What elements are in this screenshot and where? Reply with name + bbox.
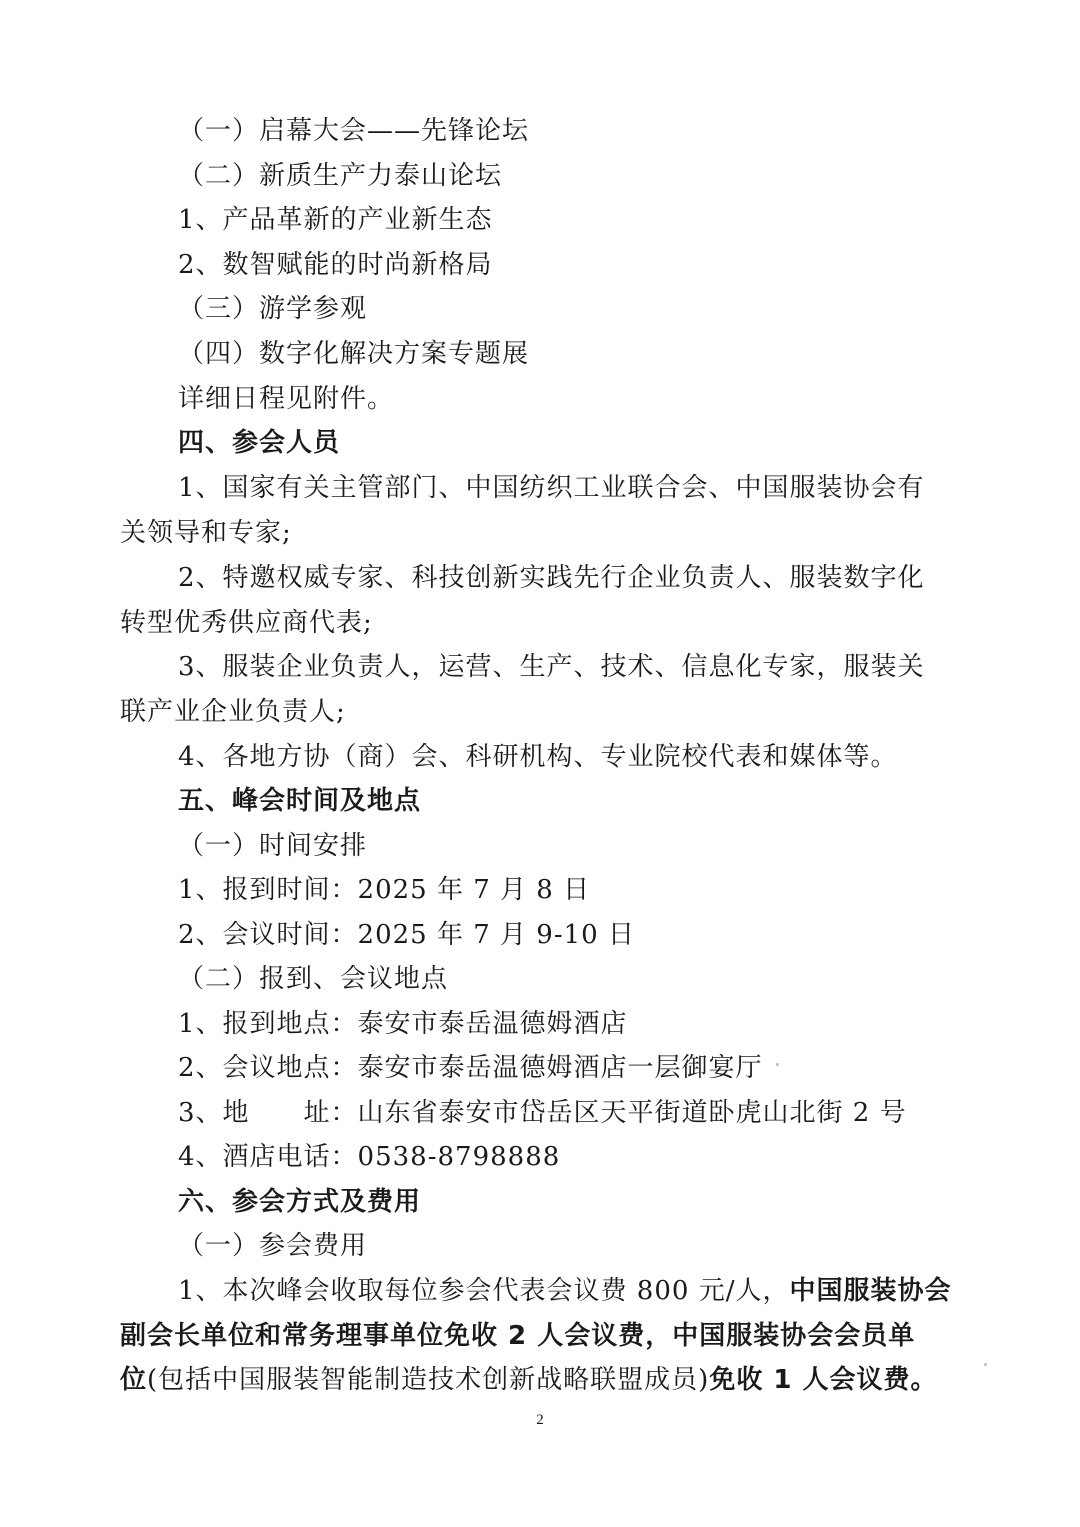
checkin-time: 1、报到时间：2025 年 7 月 8 日	[178, 875, 591, 905]
scan-speck	[776, 1063, 779, 1066]
fee-line-1	[178, 1274, 951, 1308]
subsection-venue: （二）报到、会议地点	[178, 964, 449, 994]
sub-item-2: 2、数智赋能的时尚新格局	[178, 250, 493, 280]
checkin-venue: 1、报到地点：泰安市泰岳温德姆酒店	[178, 1009, 628, 1039]
attendee-1-line2: 关领导和专家;	[120, 518, 292, 548]
meeting-venue: 2、会议地点：泰安市泰岳温德姆酒店一层御宴厅	[178, 1053, 763, 1083]
fee-line-3-bold-b: 免收 1 人会议费。	[709, 1365, 938, 1395]
item-taishan-forum: （二）新质生产力泰山论坛	[178, 161, 503, 191]
attendee-3-line2: 联产业企业负责人;	[120, 697, 346, 727]
section-heading-time-place: 五、峰会时间及地点	[178, 786, 422, 816]
item-digital-exhibition: （四）数字化解决方案专题展	[178, 339, 530, 369]
item-opening-forum: （一）启幕大会——先锋论坛	[178, 116, 530, 146]
item-study-tour: （三）游学参观	[178, 294, 368, 324]
attendee-2-line1: 2、特邀权威专家、科技创新实践先行企业负责人、服装数字化	[178, 563, 925, 593]
section-heading-attendees: 四、参会人员	[178, 428, 341, 458]
attendee-1-line1: 1、国家有关主管部门、中国纺织工业联合会、中国服装协会有	[178, 473, 925, 503]
fee-line-1-normal: 1、本次峰会收取每位参会代表会议费 800 元/人，	[178, 1276, 790, 1306]
hotel-phone: 4、酒店电话：0538-8798888	[178, 1142, 561, 1172]
subsection-fees: （一）参会费用	[178, 1231, 368, 1261]
venue-address: 3、地 址：山东省泰安市岱岳区天平街道卧虎山北街 2 号	[178, 1098, 907, 1128]
fee-line-3-bold-a: 位	[120, 1365, 148, 1395]
attendee-3-line1: 3、服装企业负责人，运营、生产、技术、信息化专家，服装关	[178, 652, 925, 682]
fee-line-1-bold: 中国服装协会	[789, 1276, 952, 1306]
sub-item-1: 1、产品革新的产业新生态	[178, 205, 493, 235]
page-number: 2	[536, 1412, 544, 1428]
meeting-time: 2、会议时间：2025 年 7 月 9-10 日	[178, 920, 635, 950]
schedule-note: 详细日程见附件。	[178, 384, 395, 414]
fee-line-2: 副会长单位和常务理事单位免收 2 人会议费，中国服装协会会员单	[120, 1321, 916, 1351]
attendee-2-line2: 转型优秀供应商代表;	[120, 608, 373, 638]
subsection-schedule: （一）时间安排	[178, 831, 368, 861]
attendee-4: 4、各地方协（商）会、科研机构、专业院校代表和媒体等。	[178, 742, 898, 772]
scan-speck	[984, 1363, 987, 1366]
section-heading-fees: 六、参会方式及费用	[178, 1187, 422, 1217]
fee-line-3-normal: (包括中国服装智能制造技术创新战略联盟成员)	[147, 1365, 710, 1395]
fee-line-3	[120, 1363, 938, 1397]
